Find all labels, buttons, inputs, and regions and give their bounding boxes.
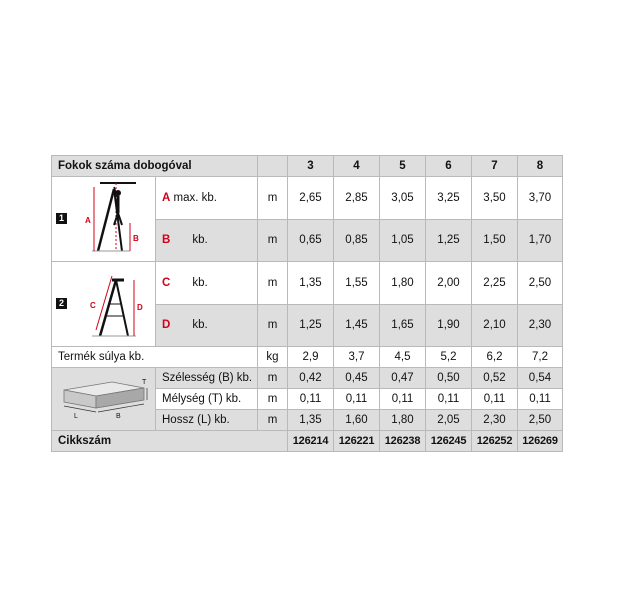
article-code: 126214 <box>288 431 334 452</box>
value-cell: 1,25 <box>288 304 334 347</box>
package-diagram-cell <box>52 368 156 431</box>
value-cell: 0,11 <box>288 389 334 410</box>
badge-1: 1 <box>56 213 67 224</box>
value-cell: 1,60 <box>334 410 380 431</box>
letter-a: A <box>162 191 171 204</box>
value-cell: 3,7 <box>334 347 380 368</box>
unit-cell: m <box>258 389 288 410</box>
unit-cell: m <box>258 368 288 389</box>
unit-cell: m <box>258 304 288 347</box>
value-cell: 3,05 <box>380 177 426 220</box>
letter-b: B <box>162 234 171 247</box>
article-label: Cikkszám <box>52 431 288 452</box>
spec-table <box>51 155 563 452</box>
diagram-label-a: A <box>85 216 91 225</box>
value-cell: 4,5 <box>380 347 426 368</box>
value-cell: 1,70 <box>518 219 563 262</box>
badge-2: 2 <box>56 298 67 309</box>
value-cell: 2,30 <box>518 304 563 347</box>
value-cell: 2,65 <box>288 177 334 220</box>
value-cell: 2,30 <box>472 410 518 431</box>
value-cell: 1,50 <box>472 219 518 262</box>
value-cell: 0,11 <box>518 389 563 410</box>
unit-cell: m <box>258 262 288 305</box>
header-step: 8 <box>518 156 563 177</box>
value-cell: 0,52 <box>472 368 518 389</box>
ladder-with-person-icon <box>70 179 154 259</box>
unit-cell: m <box>258 177 288 220</box>
box-label-b: B <box>116 413 121 420</box>
value-cell: 1,05 <box>380 219 426 262</box>
value-cell: 0,11 <box>472 389 518 410</box>
value-cell: 2,10 <box>472 304 518 347</box>
value-cell: 0,50 <box>426 368 472 389</box>
table-row-weight <box>52 347 563 368</box>
header-step: 7 <box>472 156 518 177</box>
value-cell: 2,25 <box>472 262 518 305</box>
row-label-d: D kb. <box>156 304 258 347</box>
row-label-c: C kb. <box>156 262 258 305</box>
table-row-c <box>52 262 563 305</box>
package-box-icon <box>58 374 150 424</box>
value-cell: 0,11 <box>426 389 472 410</box>
value-cell: 1,90 <box>426 304 472 347</box>
diagram-label-c: C <box>90 301 96 310</box>
value-cell: 0,65 <box>288 219 334 262</box>
value-cell: 3,25 <box>426 177 472 220</box>
value-cell: 0,42 <box>288 368 334 389</box>
letter-d: D <box>162 319 171 332</box>
value-cell: 2,9 <box>288 347 334 368</box>
step-ladder-icon <box>70 264 154 344</box>
box-label-l: L <box>74 413 78 420</box>
article-code: 126245 <box>426 431 472 452</box>
value-cell: 1,80 <box>380 410 426 431</box>
value-cell: 6,2 <box>472 347 518 368</box>
value-cell: 0,47 <box>380 368 426 389</box>
value-cell: 7,2 <box>518 347 563 368</box>
unit-cell: m <box>258 219 288 262</box>
table-row-a <box>52 177 563 220</box>
value-cell: 3,70 <box>518 177 563 220</box>
value-cell: 1,35 <box>288 410 334 431</box>
header-title: Fokok száma dobogóval <box>52 156 258 177</box>
ladder-diagram-1-cell <box>52 177 156 262</box>
article-code: 126238 <box>380 431 426 452</box>
letter-c: C <box>162 276 171 289</box>
diagram-label-d: D <box>137 303 143 312</box>
package-width-label: Szélesség (B) kb. <box>156 368 258 389</box>
header-row <box>52 156 563 177</box>
header-step: 6 <box>426 156 472 177</box>
table-row-width <box>52 368 563 389</box>
header-step: 3 <box>288 156 334 177</box>
value-cell: 1,80 <box>380 262 426 305</box>
value-cell: 1,55 <box>334 262 380 305</box>
article-code: 126252 <box>472 431 518 452</box>
value-cell: 3,50 <box>472 177 518 220</box>
unit-cell: kg <box>258 347 288 368</box>
value-cell: 0,11 <box>334 389 380 410</box>
value-cell: 2,85 <box>334 177 380 220</box>
weight-label: Termék súlya kb. <box>52 347 258 368</box>
package-length-label: Hossz (L) kb. <box>156 410 258 431</box>
value-cell: 0,11 <box>380 389 426 410</box>
value-cell: 1,45 <box>334 304 380 347</box>
diagram-label-b: B <box>133 234 139 243</box>
value-cell: 1,65 <box>380 304 426 347</box>
package-depth-label: Mélység (T) kb. <box>156 389 258 410</box>
value-cell: 2,50 <box>518 410 563 431</box>
value-cell: 2,50 <box>518 262 563 305</box>
value-cell: 5,2 <box>426 347 472 368</box>
value-cell: 1,35 <box>288 262 334 305</box>
box-label-t: T <box>142 379 147 386</box>
row-label-b: B kb. <box>156 219 258 262</box>
unit-cell: m <box>258 410 288 431</box>
article-code: 126221 <box>334 431 380 452</box>
value-cell: 0,45 <box>334 368 380 389</box>
value-cell: 1,25 <box>426 219 472 262</box>
ladder-diagram-2-cell <box>52 262 156 347</box>
value-cell: 2,00 <box>426 262 472 305</box>
header-unit-blank <box>258 156 288 177</box>
header-step: 5 <box>380 156 426 177</box>
header-step: 4 <box>334 156 380 177</box>
table-row-article <box>52 431 563 452</box>
row-label-a: A max. kb. <box>156 177 258 220</box>
value-cell: 0,54 <box>518 368 563 389</box>
value-cell: 0,85 <box>334 219 380 262</box>
article-code: 126269 <box>518 431 563 452</box>
value-cell: 2,05 <box>426 410 472 431</box>
